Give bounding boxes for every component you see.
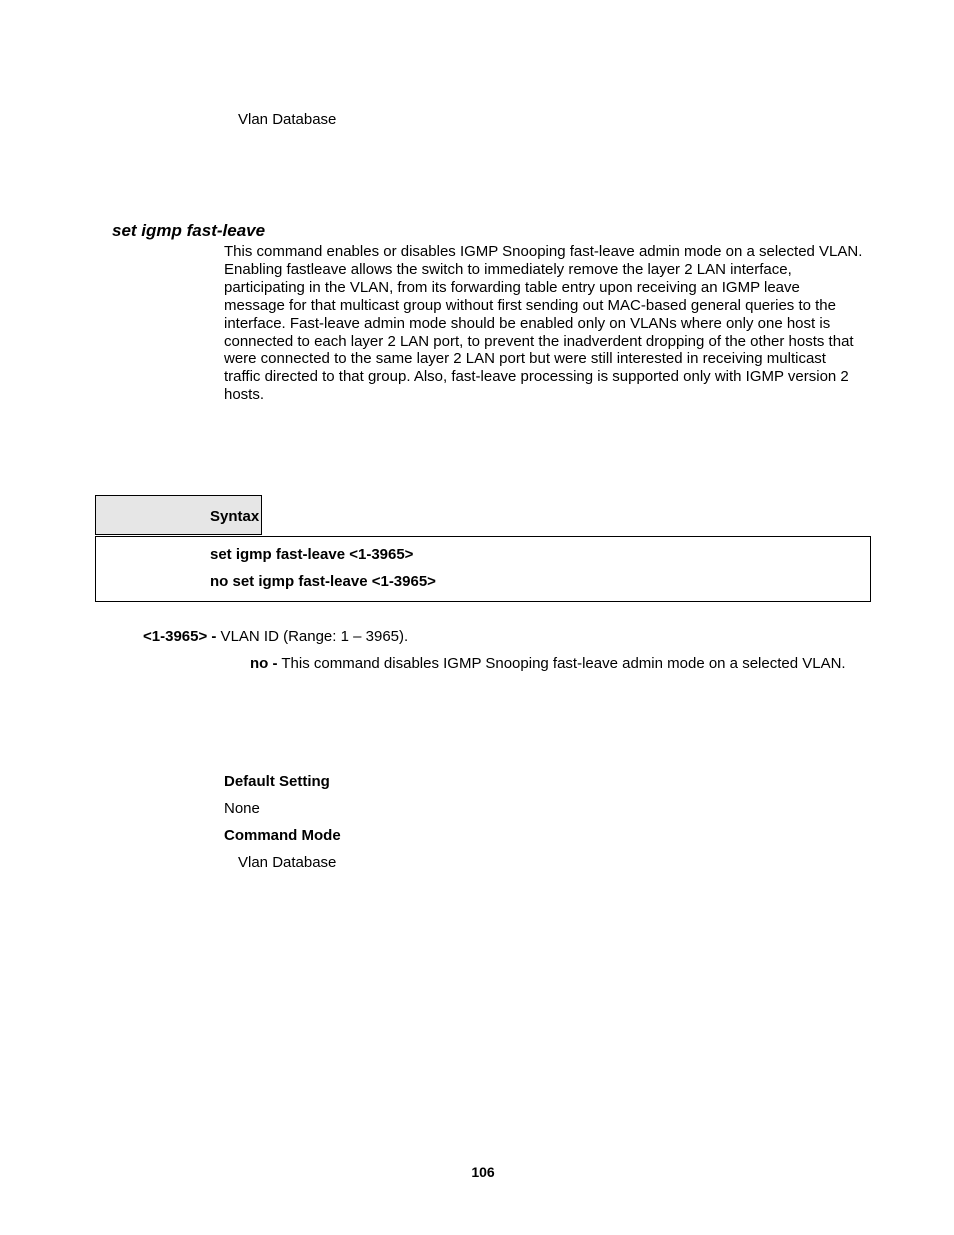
syntax-box bbox=[95, 536, 871, 602]
param-no-term: no - bbox=[250, 655, 278, 672]
page-number: 106 bbox=[471, 1164, 495, 1180]
syntax-line-set: set igmp fast-leave <1-3965> bbox=[210, 546, 414, 563]
previous-command-mode-value: Vlan Database bbox=[238, 111, 337, 128]
param-range-term: <1-3965> - bbox=[143, 628, 217, 645]
command-title: set igmp fast-leave bbox=[112, 221, 266, 240]
param-range-desc: VLAN ID (Range: 1 – 3965). bbox=[216, 628, 409, 645]
command-mode-value: Vlan Database bbox=[238, 854, 337, 871]
syntax-header-label: Syntax bbox=[210, 508, 260, 525]
default-setting-heading: Default Setting bbox=[224, 773, 330, 790]
param-no bbox=[224, 655, 864, 673]
param-no-desc: This command disables IGMP Snooping fast-leave admin mode on a selected VLAN. bbox=[277, 655, 846, 672]
syntax-line-no: no set igmp fast-leave <1-3965> bbox=[210, 573, 436, 590]
syntax-header-cell bbox=[95, 495, 262, 535]
default-setting-value: None bbox=[224, 800, 260, 817]
param-range bbox=[143, 628, 408, 646]
command-mode-heading: Command Mode bbox=[224, 827, 341, 844]
command-description: This command enables or disables IGMP Snooping fast-leave admin mode on a selected VLAN. Enabling fastleave allows the switch to immediately remove the layer 2 LAN interface, participating in the VLAN, from its forwarding table entry upon receiving an IGMP leave message for that multicast group without first sending out MAC-based general queries to the interface. Fast-leave admin mode should be enabled only on VLANs where only one host is connected to each layer 2 LAN port, to prevent the inadverdent dropping of the other hosts that were connected to the same layer 2 LAN port but were still interested in receiving multicast traffic directed to that group. Also, fast-leave processing is supported only with IGMP version 2 hosts. bbox=[224, 243, 863, 404]
